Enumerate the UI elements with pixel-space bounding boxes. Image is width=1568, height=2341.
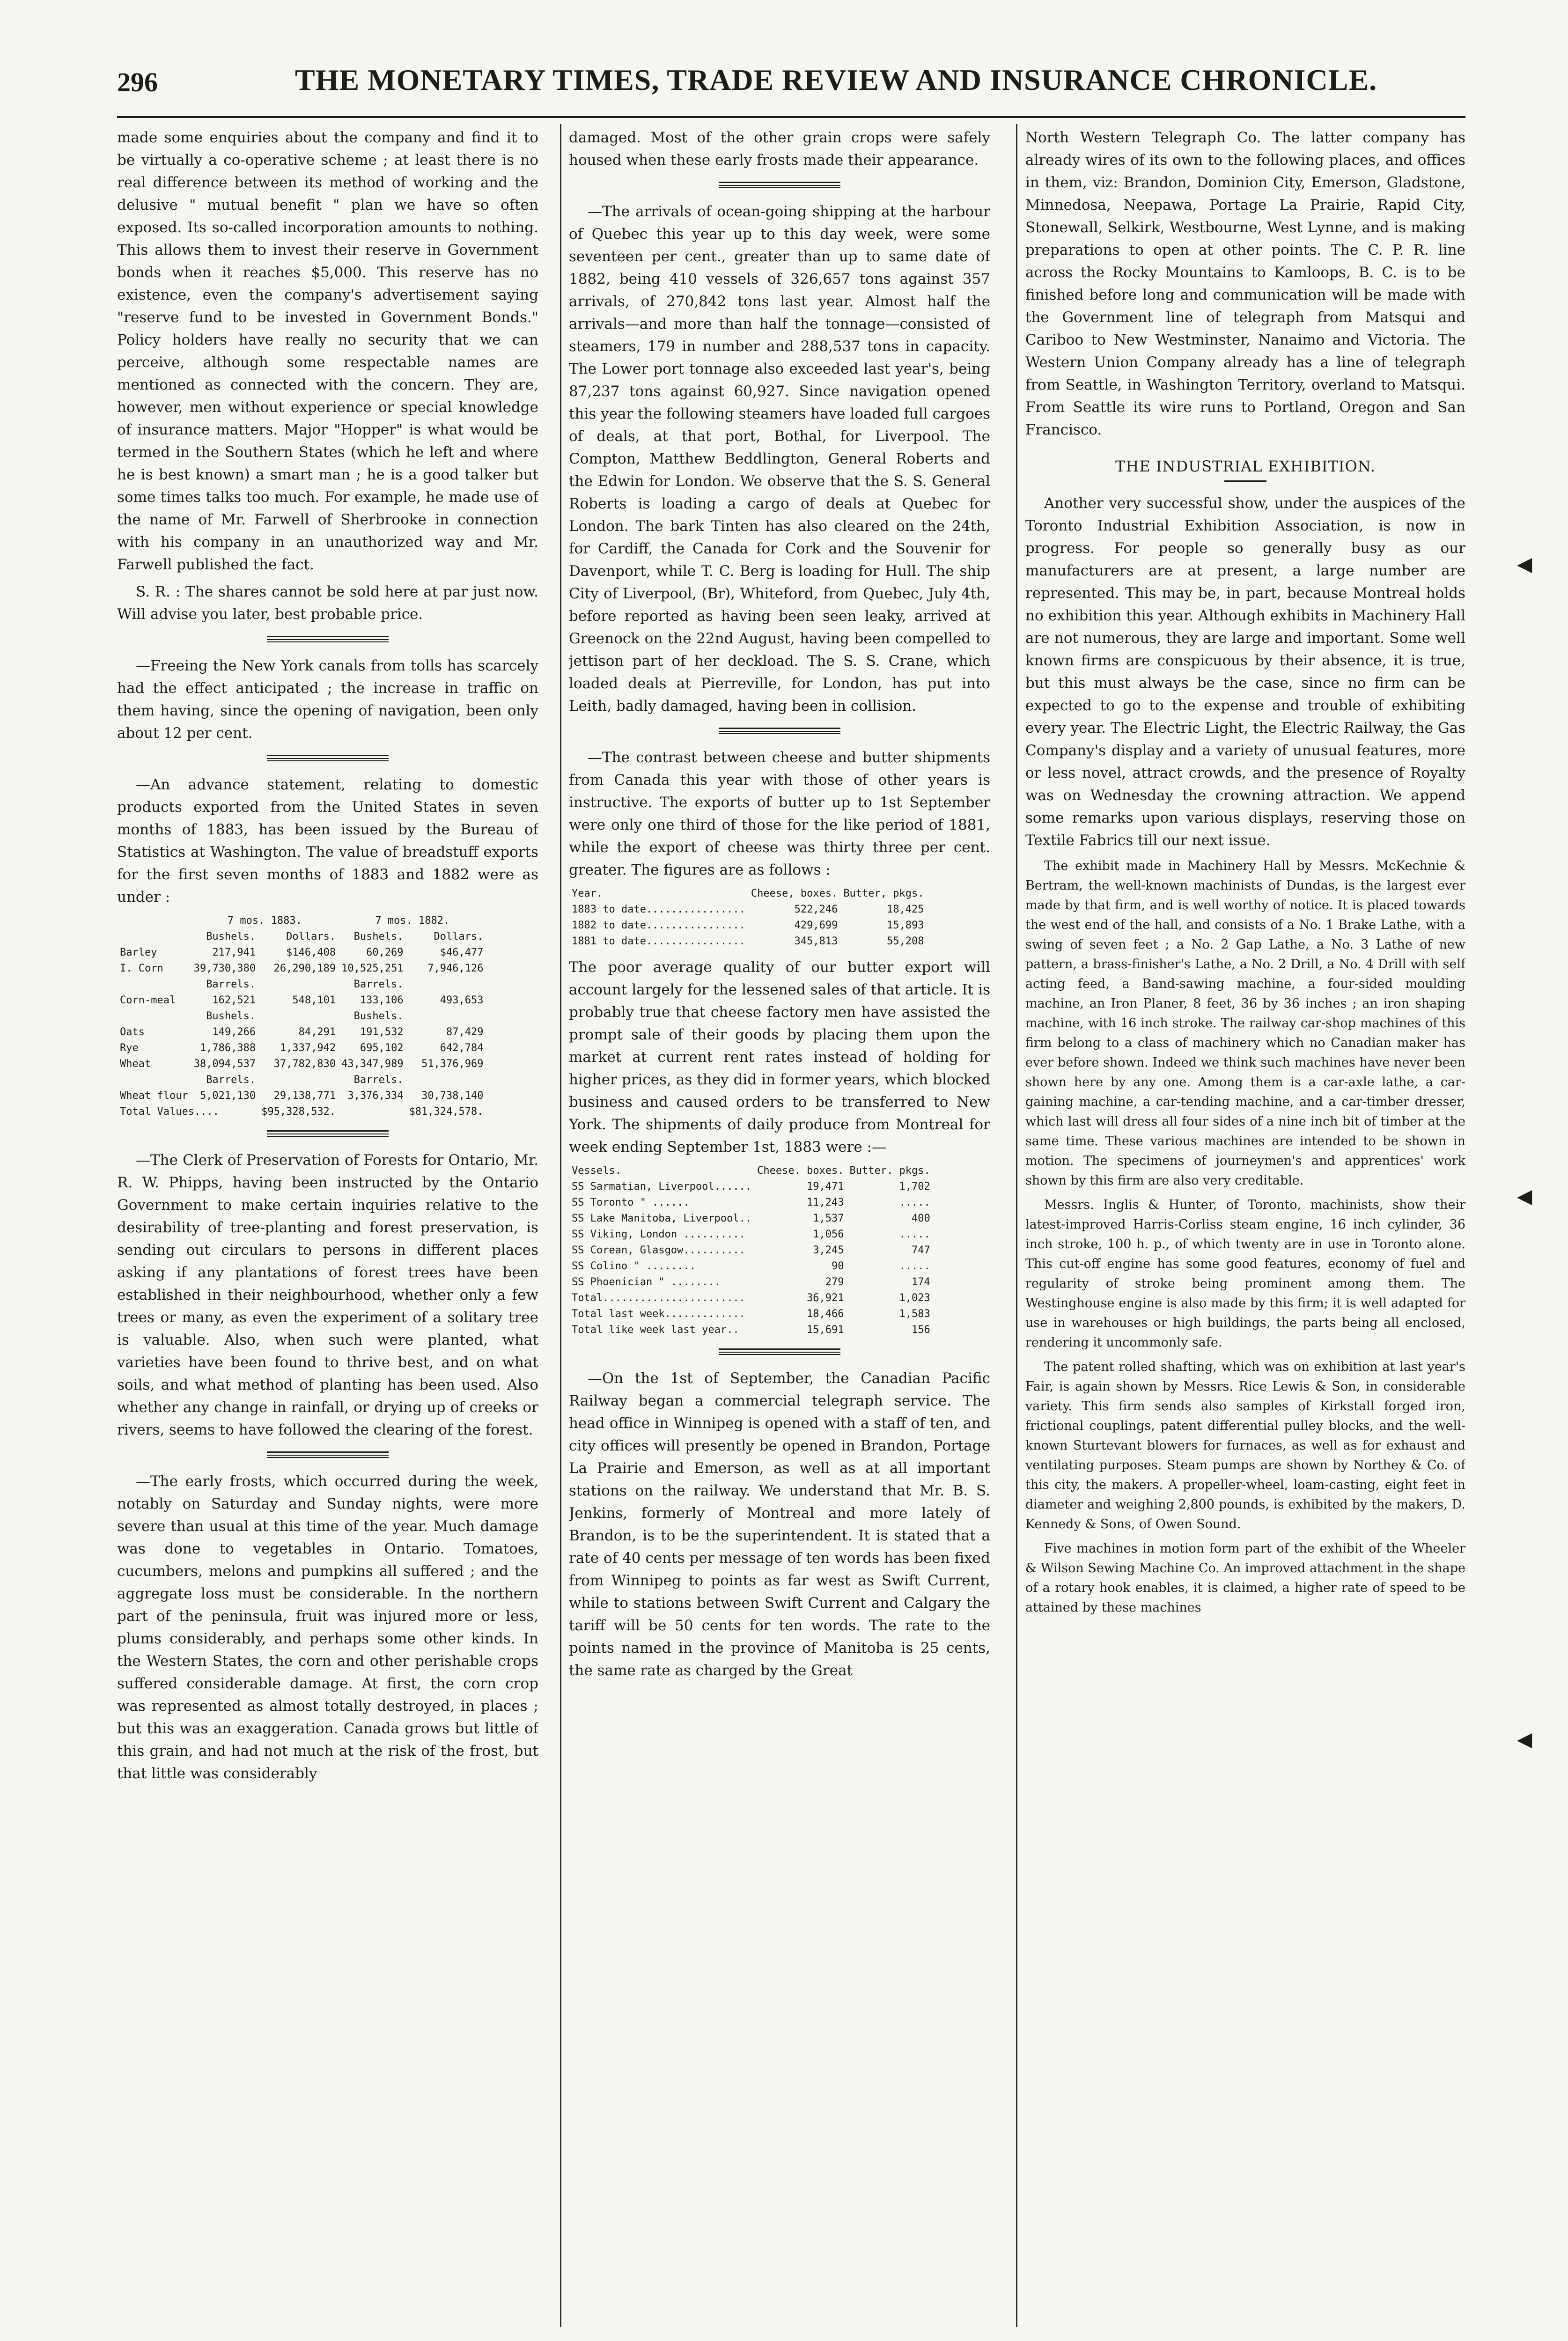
- cell: 548,101: [292, 994, 336, 1006]
- table-row: [569, 918, 927, 934]
- article-paragraph: made some enquiries about the company and find it to be virtually a co-operative scheme ; at least there is no real difference between its method of working and the delusive " mutual benefit " plan we have so often exposed. Its so-called incorporation amounts to nothing. This allows them to invest their reserve in Government bonds when it reaches $5,000. This reserve has no existence, even the company's advertisement saying "reserve fund to be invested in Government Bonds." Policy holders have really no security that we can perceive, although some respectable names are mentioned as connected with the concern. They are, however, men without experience or special knowledge of insurance matters. Major "Hopper" is what would be termed in the Southern States (which he left and where he is best known) a smart man ; he is a good talker but some times talks too much. For example, he made use of the name of Mr. Farwell of Sherbrooke in connection with his company in an unauthorized way and Mr. Farwell published the fact.: [117, 129, 538, 573]
- unit-label: Dollars.: [286, 931, 336, 942]
- row-label: Rye: [120, 1042, 139, 1054]
- margin-arrow-icon: ◀: [1517, 1728, 1532, 1751]
- unit-label: Barrels.: [206, 979, 256, 990]
- cell: 18,425: [887, 904, 924, 915]
- vessels-table: [569, 1163, 990, 1338]
- margin-arrow-icon: ◀: [1517, 1185, 1532, 1207]
- unit-label: Dollars.: [434, 931, 484, 942]
- cell: 400: [911, 1213, 930, 1224]
- cell: 55,208: [887, 935, 924, 947]
- cell: 3,245: [813, 1244, 844, 1256]
- column-header: Year.: [572, 888, 603, 899]
- cell: 642,784: [440, 1042, 484, 1054]
- article-paragraph: Another very successful show, under the auspices of the Toronto Industrial Exhibition Association, is now in progress. For people so generally busy as our manufacturers are at present, a large number are represented. This may be, in part, because Montreal holds no exhibition this year. Although exhibits in Machinery Hall are not numerous, they are large and important. Some well known firms are conspicuous by their absence, it is true, but this must always be the case, since no firm can be expected to go to the expense and trouble of exhibiting every year. The Electric Light, the Electric Railway, the Gas Company's display and a variety of unusual features, more or less novel, attract crowds, and the presence of Royalty was on Wednesday the crowning attraction. We append some remarks upon various displays, reserving those on Textile Fabrics till our next issue.: [1025, 495, 1465, 849]
- cell: 1,337,942: [280, 1042, 336, 1054]
- cell: 11,243: [807, 1197, 844, 1208]
- cell: 84,291: [298, 1026, 336, 1038]
- section-separator: [719, 728, 840, 734]
- row-label: 1881 to date................: [572, 935, 745, 947]
- cell: 1,537: [813, 1213, 844, 1224]
- cell: 1,702: [899, 1181, 930, 1193]
- cell: 747: [911, 1244, 930, 1256]
- table-row: [569, 1259, 933, 1274]
- cell: 29,138,771: [273, 1090, 336, 1102]
- cell: 51,376,969: [421, 1058, 484, 1070]
- article-paragraph: —An advance statement, relating to domestic products exported from the United States in seven months of 1883, has been issued by the Bureau of Statistics at Washington. The value of breadstuff exports for the first seven months of 1883 and 1882 were as under :: [117, 776, 538, 905]
- article-paragraph: Messrs. Inglis & Hunter, of Toronto, machinists, show their latest-improved Harris-Corliss steam engine, 16 inch cylinder, 36 inch stroke, 100 h. p., of which twenty are in use in Toronto alone. This cut-off engine has some good features, economy of fuel and regularity of stroke being prominent among them. The Westinghouse engine is also made by this firm; it is well adapted for use in warehouses or high buildings, the parts being all enclosed, rendering it uncommonly safe.: [1025, 1198, 1465, 1350]
- row-label: Barley: [120, 947, 157, 958]
- header-rule: [117, 116, 1465, 118]
- column-2: [569, 126, 990, 2327]
- cell: 217,941: [212, 947, 256, 958]
- cell: 26,290,189: [273, 963, 336, 974]
- article-paragraph: —Freeing the New York canals from tolls has scarcely had the effect anticipated ; the increase in traffic on them having, since the opening of navigation, been only about 12 per cent.: [117, 657, 538, 742]
- column-header: Butter, pkgs.: [843, 888, 924, 899]
- cell: 5,021,130: [199, 1090, 256, 1102]
- table-row: [117, 1088, 486, 1104]
- total-cell: 156: [911, 1324, 930, 1336]
- article-paragraph: The poor average quality of our butter export will account largely for the lessened sales of that article. It is probably true that cheese factory men have assisted the prompt sale of their goods by placing them upon the market at current rent rates instead of holding for higher prices, as they did in former years, which blocked business and caused orders to be transferred to New York. The shipments of daily produce from Montreal for week ending September 1st, 1883 were :—: [569, 959, 990, 1156]
- section-heading: THE INDUSTRIAL EXHIBITION.: [1115, 457, 1376, 475]
- cell: 19,471: [807, 1181, 844, 1193]
- total-label: Total like week last year..: [572, 1324, 739, 1336]
- total-label: Total Values....: [120, 1106, 219, 1118]
- column-3: [1025, 126, 1465, 2327]
- unit-label: Bushels.: [353, 931, 404, 942]
- cell: 345,813: [794, 935, 838, 947]
- column-rule: [560, 124, 561, 2327]
- section-separator: [719, 1348, 840, 1355]
- cell: 191,532: [360, 1026, 404, 1038]
- table-row: [117, 1040, 486, 1056]
- table-total-row: [569, 1322, 933, 1338]
- article-paragraph: The patent rolled shafting, which was on exhibition at last year's Fair, is again shown by Messrs. Rice Lewis & Son, in considerable variety. This firm sends also samples of Kirkstall forged iron, frictional couplings, patent differential pulley blocks, and the well-known Sturtevant blowers for furnaces, as well as for exhaust and ventilating purposes. Steam pumps are shown by Northey & Co. of this city, the makers. A propeller-wheel, loam-casting, eight feet in diameter and weighing 2,800 pounds, is exhibited by the makers, D. Kennedy & Sons, of Owen Sound.: [1025, 1360, 1465, 1531]
- cell: 30,738,140: [421, 1090, 484, 1102]
- article-paragraph: Five machines in motion form part of the exhibit of the Wheeler & Wilson Sewing Machine Co. An improved attachment in the shape of a rotary hook enables, it is claimed, a higher rate of speed to be attained by these machines: [1025, 1541, 1465, 1615]
- cell: 90: [832, 1260, 844, 1272]
- column-rule: [1016, 124, 1017, 2327]
- table-row: [117, 1024, 486, 1040]
- total-cell: 18,466: [807, 1308, 844, 1320]
- table-total-row: [569, 1290, 933, 1306]
- cell: $146,408: [286, 947, 336, 958]
- column-header: Cheese, boxes.: [751, 888, 838, 899]
- exports-table: [117, 913, 538, 1120]
- cell: 39,730,380: [193, 963, 256, 974]
- table-row: [117, 961, 486, 977]
- article-paragraph: —The arrivals of ocean-going shipping at the harbour of Quebec this year up to this day week, were some seventeen per cent., greater than up to same date of 1882, being 410 vessels of 326,657 tons against 357 arrivals, of 270,842 tons last year. Almost half the arrivals—and more than half the tonnage—consisted of steamers, 179 in number and 288,537 tons in capacity. The Lower port tonnage also exceeded last year's, being 87,237 tons against 60,927. Since navigation opened this year the following steamers have loaded full cargoes of deals, at that port, Bothal, for Liverpool. The Compton, Matthew Beddlington, General Roberts and the Edwin for London. We observe that the S. S. General Roberts is loading a cargo of deals at Quebec for London. The bark Tinten has also cleared on the 24th, for Cardiff, the Canada for Cork and the Souvenir for Davenport, while T. C. Berg is loading for Hull. The ship City of Liverpool, (Br), Whiteford, from Quebec, July 4th, before reported as having been seen leaky, arrived at Greenock on the 22nd August, having been compelled to jettison part of her deckload. The S. S. Crane, which loaded deals at Pierreville, for London, has put into Leith, badly damaged, having been in collision.: [569, 203, 990, 714]
- article-paragraph: —The Clerk of Preservation of Forests for Ontario, Mr. R. W. Phipps, having been instructed by the Ontario Government to make certain inquiries relative to the desirability of tree-planting and forest preservation, is sending out circulars to persons in different places asking if any plantations of forest trees have been established in their neighbourhood, whether only a few trees or many, as even the experiment of a solitary tree is valuable. Also, when such were planted, what varieties have been found to thrive best, and on what soils, and what method of planting has been used. Also whether any change in rainfall, or drying up of creeks or rivers, seems to have followed the clearing of the forest.: [117, 1152, 538, 1438]
- total-cell: $95,328,532.: [261, 1106, 336, 1118]
- cell: 162,521: [212, 994, 256, 1006]
- margin-arrow-icon: ◀: [1517, 552, 1532, 575]
- row-label: 1882 to date................: [572, 920, 745, 931]
- cell: 1,786,388: [199, 1042, 256, 1054]
- cell: 522,246: [794, 904, 838, 915]
- section-separator: [267, 1451, 389, 1458]
- cheese-butter-table: [569, 886, 990, 950]
- cell: 429,699: [794, 920, 838, 931]
- row-label: Oats: [120, 1026, 145, 1038]
- total-label: Total last week.............: [572, 1308, 745, 1320]
- cell: .....: [899, 1260, 930, 1272]
- row-label: SS Toronto " ......: [572, 1197, 690, 1208]
- section-separator: [267, 636, 389, 642]
- table-row: [569, 902, 927, 918]
- table-row: [569, 1243, 933, 1259]
- unit-label: Bushels.: [206, 1010, 256, 1022]
- row-label: SS Colino " ........: [572, 1260, 696, 1272]
- cell: 10,525,251: [341, 963, 404, 974]
- section-separator: [267, 1130, 389, 1137]
- unit-label: Bushels.: [353, 1010, 404, 1022]
- cell: $46,477: [440, 947, 484, 958]
- cell: 43,347,989: [341, 1058, 404, 1070]
- table-total-row: [569, 1306, 933, 1322]
- article-paragraph: —The early frosts, which occurred during the week, notably on Saturday and Sunday nights, were more severe than usual at this time of the year. Much damage was done to vegetables in Ontario. Tomatoes, cucumbers, melons and pumpkins all suffered ; and the aggregate loss must be considerable. In the northern part of the peninsula, fruit was injured more or less, plums considerably, and perhaps some other kinds. In the Western States, the corn and other perishable crops suffered considerable damage. At first, the corn crop was represented as almost totally destroyed, in places ; but this was an exaggeration. Canada grows but little of this grain, and had not much at the risk of the frost, but that little was considerably: [117, 1473, 538, 1782]
- cell: .....: [899, 1229, 930, 1240]
- table-row: [117, 993, 486, 1009]
- table-total-row: [117, 1104, 486, 1120]
- cell: 38,094,537: [193, 1058, 256, 1070]
- row-label: SS Corean, Glasgow..........: [572, 1244, 745, 1256]
- page-header: [117, 61, 1465, 117]
- unit-label: Barrels.: [206, 1074, 256, 1086]
- row-label: Wheat: [120, 1058, 151, 1070]
- cell: 174: [911, 1276, 930, 1288]
- cell: 60,269: [366, 947, 404, 958]
- cell: 15,893: [887, 920, 924, 931]
- unit-label: Bushels.: [206, 931, 256, 942]
- section-separator: [719, 182, 840, 188]
- cell: 279: [825, 1276, 844, 1288]
- cell: 695,102: [360, 1042, 404, 1054]
- row-label: SS Sarmatian, Liverpool......: [572, 1181, 752, 1193]
- table-row: [117, 1056, 486, 1072]
- column-header: Cheese. boxes.: [757, 1165, 844, 1177]
- table-row: [569, 1274, 933, 1290]
- row-label: Corn-meal: [120, 994, 176, 1006]
- cell: 37,782,830: [273, 1058, 336, 1070]
- article-paragraph: The exhibit made in Machinery Hall by Messrs. McKechnie & Bertram, the well-known machinists of Dundas, is the largest ever made by that firm, and is well worthy of notice. It is placed towards the west end of the hall, and consists of a No. 1 Brake Lathe, with a swing of seven feet ; a No. 2 Gap Lathe, a No. 3 Lathe of new pattern, a brass-finisher's Lathe, a No. 2 Drill, a No. 4 Drill with self acting feed, a Band-sawing machine, a four-sided moulding machine, an Iron Planer, 8 feet, 36 by 36 inches ; an iron shaping machine, with 16 inch stroke. The railway car-shop machines of this firm belong to a class of machinery which no Canadian maker has ever before shown. Indeed we think such machines have never been shown here by any one. Among them is a car-axle lathe, a car-gaining machine, a car-tending machine, and a car-timber dresser, which last will dress all four sides of a nine inch bit of timber at the same time. These various machines are intended to be shown in motion. The specimens of journeymen's and apprentices' work shown by this firm are also very creditable.: [1025, 859, 1465, 1188]
- row-label: Wheat flour: [120, 1090, 188, 1102]
- cell: 149,266: [212, 1026, 256, 1038]
- total-cell: 1,583: [899, 1308, 930, 1320]
- total-cell: $81,324,578.: [409, 1106, 484, 1118]
- unit-label: Barrels.: [353, 979, 404, 990]
- cell: .....: [899, 1197, 930, 1208]
- page-number: 296: [117, 67, 158, 97]
- total-cell: 36,921: [807, 1292, 844, 1304]
- section-separator: [267, 755, 389, 761]
- table-row: [569, 1227, 933, 1243]
- cell: 493,653: [440, 994, 484, 1006]
- cell: 133,106: [360, 994, 404, 1006]
- total-label: Total.......................: [572, 1292, 745, 1304]
- table-row: [569, 1211, 933, 1227]
- cell: 7,946,126: [427, 963, 484, 974]
- article-paragraph: S. R. : The shares cannot be sold here at par just now. Will advise you later, best probable price.: [117, 583, 538, 623]
- table-row: [117, 945, 486, 961]
- row-label: SS Lake Manitoba, Liverpool..: [572, 1213, 752, 1224]
- table-row: [569, 1195, 933, 1211]
- table-row: [569, 1179, 933, 1195]
- article-paragraph: —On the 1st of September, the Canadian Pacific Railway began a commercial telegraph service. The head office in Winnipeg is opened with a staff of ten, and city offices will presently be opened in Brandon, Portage La Prairie and Emerson, as well as at all important stations on the railway. We understand that Mr. B. S. Jenkins, formerly of Montreal and more lately of Brandon, is to be the superintendent. It is stated that a rate of 40 cents per message of ten words has been fixed from Winnipeg to points as far west as Swift Current, while to stations between Swift Current and Calgary the tariff will be 50 cents for ten words. The rate to the points named in the province of Manitoba is 25 cents, the same rate as charged by the Great: [569, 1370, 990, 1679]
- running-title: THE MONETARY TIMES, TRADE REVIEW AND INSURANCE CHRONICLE.: [295, 63, 1377, 96]
- article-paragraph: —The contrast between cheese and butter shipments from Canada this year with those of other years is instructive. The exports of butter up to 1st September were only one third of those for the like period of 1881, while the export of cheese was thirty three per cent. greater. The figures are as follows :: [569, 749, 990, 878]
- period-header: 7 mos. 1883.: [227, 915, 302, 927]
- total-cell: 1,023: [899, 1292, 930, 1304]
- row-label: 1883 to date................: [572, 904, 745, 915]
- cell: 3,376,334: [347, 1090, 404, 1102]
- article-paragraph: North Western Telegraph Co. The latter company has already wires of its own to the following places, and offices in them, viz: Brandon, Dominion City, Emerson, Gladstone, Minnedosa, Neepawa, Portage La Prairie, Rapid City, Stonewall, Selkirk, Westbourne, West Lynne, and is making preparations to open at other points. The C. P. R. line across the Rocky Mountains to Kamloops, B. C. is to be finished before long and communication will be made with the Government line of telegraph from Matsqui and Cariboo to New Westminster, Nanaimo and Victoria. The Western Union Company already has a line of telegraph from Seattle, in Washington Territory, overland to Matsqui. From Seattle its wire runs to Portland, Oregon and San Francisco.: [1025, 129, 1465, 438]
- cell: 87,429: [446, 1026, 484, 1038]
- table-row: [569, 934, 927, 950]
- row-label: SS Phoenician " ........: [572, 1276, 721, 1288]
- heading-rule: [1224, 480, 1266, 482]
- column-header: Butter. pkgs.: [849, 1165, 930, 1177]
- cell: 1,056: [813, 1229, 844, 1240]
- row-label: SS Viking, London ..........: [572, 1229, 745, 1240]
- unit-label: Barrels.: [353, 1074, 404, 1086]
- total-cell: 15,691: [807, 1324, 844, 1336]
- column-header: Vessels.: [572, 1165, 621, 1177]
- column-1: [117, 126, 538, 2327]
- article-paragraph: damaged. Most of the other grain crops were safely housed when these early frosts made their appearance.: [569, 129, 990, 169]
- period-header: 7 mos. 1882.: [375, 915, 450, 927]
- row-label: I. Corn: [120, 963, 163, 974]
